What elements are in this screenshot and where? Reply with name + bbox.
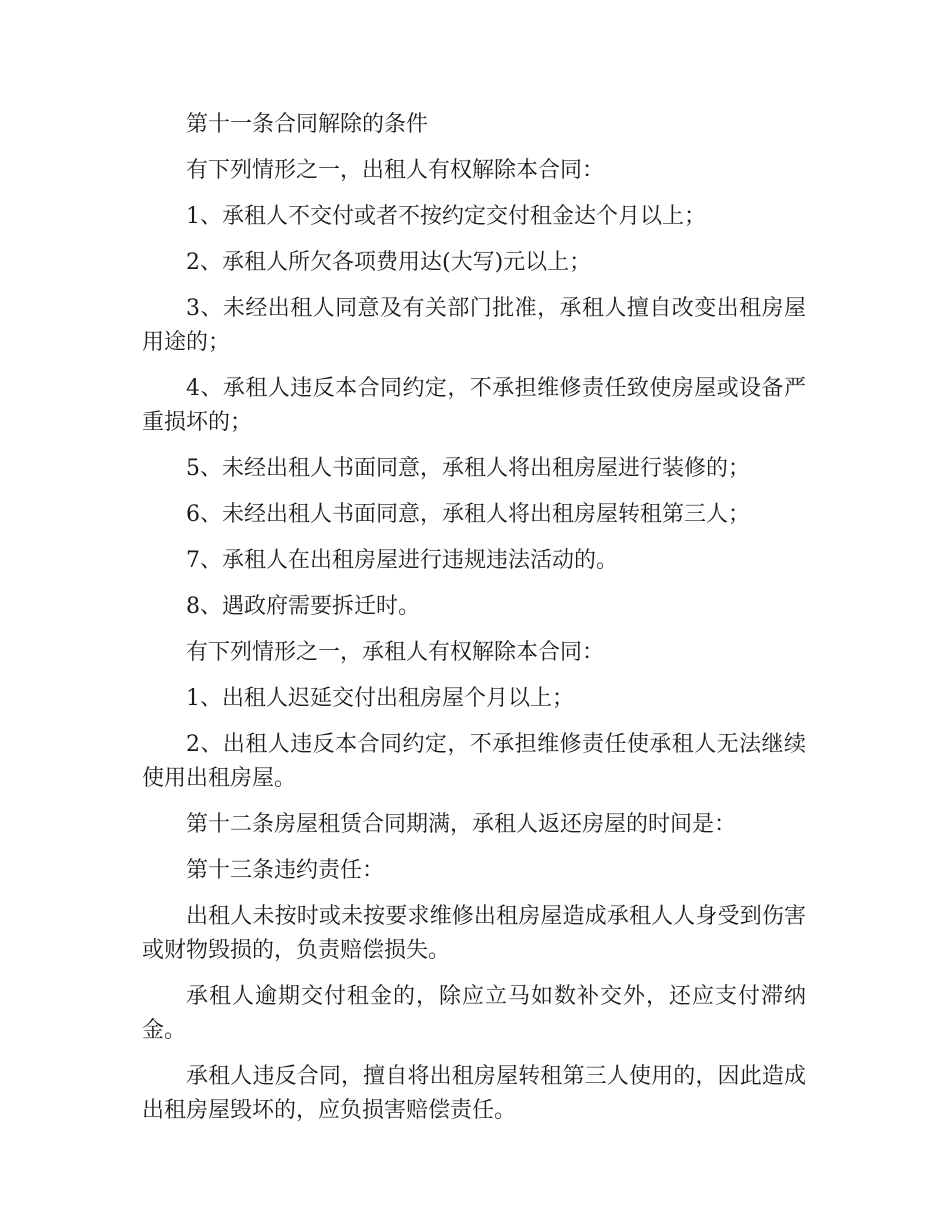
lessor-termination-intro: 有下列情形之一，出租人有权解除本合同： — [186, 158, 605, 183]
document-body — [142, 108, 806, 1140]
liability-paragraph: 出租人未按时或未按要求维修出租房屋造成承租人人身受到伤害或财物毁损的，负责赔偿损失。 — [142, 904, 806, 963]
list-item: 5、未经出租人书面同意，承租人将出租房屋进行装修的； — [186, 456, 750, 481]
list-item: 7、承租人在出租房屋进行违规违法活动的。 — [186, 548, 618, 573]
section-heading-13: 第十三条违约责任： — [186, 858, 385, 883]
liability-paragraph: 承租人逾期交付租金的，除应立马如数补交外，还应支付滞纳金。 — [142, 984, 806, 1043]
list-item: 3、未经出租人同意及有关部门批准，承租人擅自改变出租房屋用途的； — [142, 296, 806, 355]
liability-paragraph: 承租人违反合同，擅自将出租房屋转租第三人使用的，因此造成出租房屋毁坏的，应负损害赔偿责任。 — [142, 1064, 806, 1123]
list-item: 2、承租人所欠各项费用达(大写)元以上； — [186, 250, 592, 275]
section-heading-11: 第十一条合同解除的条件 — [186, 112, 429, 137]
list-item: 1、承租人不交付或者不按约定交付租金达个月以上； — [186, 204, 706, 229]
list-item: 8、遇政府需要拆迁时。 — [186, 594, 420, 619]
list-item: 4、承租人违反本合同约定，不承担维修责任致使房屋或设备严重损坏的； — [142, 376, 806, 435]
section-heading-12: 第十二条房屋租赁合同期满，承租人返还房屋的时间是： — [186, 812, 737, 837]
list-item: 6、未经出租人书面同意，承租人将出租房屋转租第三人； — [186, 502, 750, 527]
list-item: 1、出租人迟延交付出租房屋个月以上； — [186, 686, 574, 711]
lessee-termination-intro: 有下列情形之一，承租人有权解除本合同： — [186, 640, 605, 665]
list-item: 2、出租人违反本合同约定，不承担维修责任使承租人无法继续使用出租房屋。 — [142, 732, 806, 791]
